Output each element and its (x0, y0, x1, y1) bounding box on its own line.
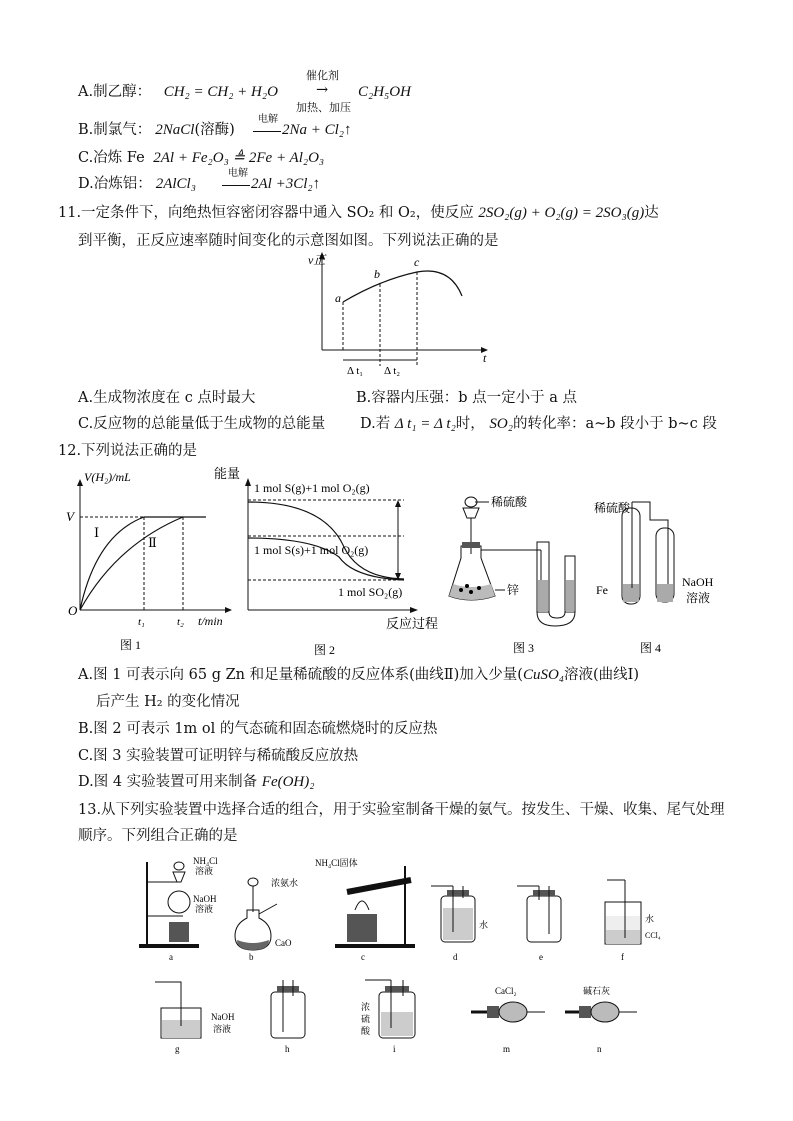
svg-text:Fe: Fe (596, 583, 608, 597)
svg-text:图 3: 图 3 (513, 641, 535, 655)
svg-text:稀硫酸: 稀硫酸 (594, 501, 631, 515)
apparatus-e (517, 886, 561, 962)
svg-text:CaO: CaO (275, 938, 292, 948)
q10-a-cond-bot: 加热、加压 (296, 101, 351, 114)
apparatus-m (471, 986, 545, 1054)
svg-text:溶液: 溶液 (195, 866, 214, 876)
q10-d-bar (222, 185, 250, 186)
svg-text:c: c (414, 255, 420, 269)
svg-text:b: b (249, 952, 254, 962)
svg-text:酸: 酸 (361, 1026, 371, 1036)
q12-option-a: A.图 1 可表示向 65 g Zn 和足量稀硫酸的反应体系(曲线Ⅱ)加入少量(CuSO₄溶液(曲线Ⅰ) (78, 667, 640, 683)
svg-text:g: g (175, 1044, 180, 1054)
q12-option-c: C.图 3 实验装置可证明锌与稀硫酸反应放热 (78, 748, 359, 764)
q10-option-d: D.冶炼铝： 2AlCl₃ (78, 176, 196, 192)
svg-text:碱石灰: 碱石灰 (583, 986, 611, 996)
q10-b-bar (253, 131, 281, 132)
svg-text:Δ t₁: Δ t₁ (347, 365, 364, 377)
q10-b-cond: 电解 (258, 114, 278, 125)
q12-fig3 (445, 484, 590, 656)
svg-text:n: n (597, 1044, 602, 1054)
svg-text:NaOH: NaOH (211, 1012, 235, 1022)
svg-text:稀硫酸: 稀硫酸 (491, 495, 528, 509)
q10-a-arrow: → (316, 82, 329, 98)
svg-text:1 mol SO₂(g): 1 mol SO₂(g) (338, 585, 403, 599)
svg-text:V(H₂)/mL: V(H₂)/mL (84, 470, 131, 484)
apparatus-b (235, 877, 298, 962)
apparatus-h (271, 980, 305, 1054)
svg-text:能量: 能量 (214, 466, 241, 481)
svg-text:v正: v正 (308, 253, 326, 267)
svg-text:水: 水 (645, 914, 655, 924)
apparatus-a (139, 856, 218, 962)
q10-option-c: C.冶炼 Fe 2Al + Fe₂O₃ ≜ 2Fe + Al₂O₃ (78, 150, 325, 166)
svg-text:CaCl₂: CaCl₂ (495, 986, 517, 996)
svg-text:溶液: 溶液 (213, 1024, 232, 1034)
q10-a-product: C₂H₅OH (358, 84, 411, 100)
apparatus-g (155, 982, 235, 1054)
apparatus-d (431, 886, 488, 962)
q13-stem-line2: 顺序。下列组合正确的是 (78, 828, 238, 844)
q13-apparatus-row1 (135, 852, 661, 962)
q11-option-d: D.若 Δ t₁ = Δ t₂时， SO₂的转化率：a~b 段小于 b~c 段 (360, 416, 717, 432)
apparatus-n (565, 985, 637, 1054)
svg-text:NaOH: NaOH (193, 894, 217, 904)
svg-text:t₂: t₂ (177, 616, 184, 628)
svg-text:m: m (503, 1044, 511, 1054)
q10-b-right: 2Na + Cl₂↑ (282, 122, 352, 138)
svg-text:Δ t₂: Δ t₂ (384, 365, 401, 377)
svg-text:i: i (393, 1044, 396, 1054)
svg-text:浓氨水: 浓氨水 (271, 878, 299, 888)
svg-text:t/min: t/min (198, 614, 223, 628)
svg-text:c: c (361, 952, 365, 962)
q10-a-cond-top: 催化剂 (306, 69, 339, 82)
apparatus-c (315, 857, 415, 962)
q12-option-d: D.图 4 实验装置可用来制备 Fe(OH)₂ (78, 774, 315, 790)
q10-d-cond: 电解 (228, 168, 248, 179)
q10-option-b: B.制氯气： 2NaCl(溶酶) (78, 122, 235, 138)
q12-stem: 12.下列说法正确的是 (58, 443, 198, 459)
q12-fig2 (214, 462, 439, 657)
svg-text:锌: 锌 (507, 583, 520, 597)
svg-text:f: f (621, 952, 624, 962)
svg-text:溶液: 溶液 (195, 904, 214, 914)
q10-d-right: 2Al +3Cl₂↑ (251, 176, 321, 192)
svg-text:CCl₄: CCl₄ (645, 931, 661, 940)
q11-rate-graph (300, 250, 500, 380)
svg-text:b: b (374, 267, 380, 281)
svg-text:溶液: 溶液 (686, 591, 711, 605)
svg-text:反应过程: 反应过程 (386, 616, 439, 631)
svg-text:Ⅱ: Ⅱ (148, 535, 157, 550)
svg-text:1 mol S(s)+1 mol O₂(g): 1 mol S(s)+1 mol O₂(g) (254, 543, 369, 557)
q11-stem-line2: 到平衡，正反应速率随时间变化的示意图如图。下列说法正确的是 (78, 233, 499, 249)
q11-option-c: C.反应物的总能量低于生成物的总能量 (78, 416, 326, 432)
q12-option-a-cont: 后产生 H₂ 的变化情况 (96, 694, 240, 710)
q11-option-b: B.容器内压强：b 点一定小于 a 点 (356, 390, 578, 406)
svg-text:d: d (453, 952, 458, 962)
svg-text:t₁: t₁ (138, 616, 145, 628)
svg-text:NH₄Cl固体: NH₄Cl固体 (315, 858, 358, 868)
svg-text:t: t (483, 351, 487, 365)
svg-text:NH₄Cl: NH₄Cl (193, 856, 218, 866)
apparatus-i (361, 980, 415, 1054)
svg-text:O: O (68, 603, 78, 618)
q13-apparatus-row2 (135, 972, 655, 1062)
svg-text:图 2: 图 2 (314, 643, 336, 657)
q12-option-b: B.图 2 可表示 1m ol 的气态硫和固态硫燃烧时的反应热 (78, 721, 438, 737)
q13-stem-line1: 13.从下列实验装置中选择合适的组合，用于实验室制备干燥的氨气。按发生、干燥、收集、尾气处理 (78, 802, 725, 818)
svg-text:h: h (285, 1044, 290, 1054)
svg-text:水: 水 (479, 920, 489, 930)
svg-text:图 4: 图 4 (640, 641, 662, 655)
q10-option-a: A.制乙醇： CH₂ = CH₂ + H₂O (78, 84, 278, 100)
svg-text:V: V (66, 509, 74, 524)
svg-text:Ⅰ: Ⅰ (94, 525, 100, 540)
svg-text:浓: 浓 (361, 1002, 371, 1012)
apparatus-f (605, 880, 661, 962)
q11-option-a: A.生成物浓度在 c 点时最大 (78, 390, 256, 406)
svg-text:图 1: 图 1 (120, 638, 142, 652)
svg-text:a: a (335, 291, 341, 305)
svg-text:硫: 硫 (361, 1014, 371, 1024)
q11-stem-line1: 11.一定条件下，向绝热恒容密闭容器中通入 SO₂ 和 O₂，使反应 2SO₂(g) + O₂(g) = 2SO₃(g)达 (58, 205, 659, 221)
svg-text:a: a (169, 952, 173, 962)
q12-fig1 (56, 465, 236, 655)
svg-text:e: e (539, 952, 543, 962)
svg-text:1 mol S(g)+1 mol O₂(g): 1 mol S(g)+1 mol O₂(g) (254, 481, 370, 495)
q12-fig4 (590, 498, 740, 656)
svg-text:NaOH: NaOH (682, 575, 714, 589)
